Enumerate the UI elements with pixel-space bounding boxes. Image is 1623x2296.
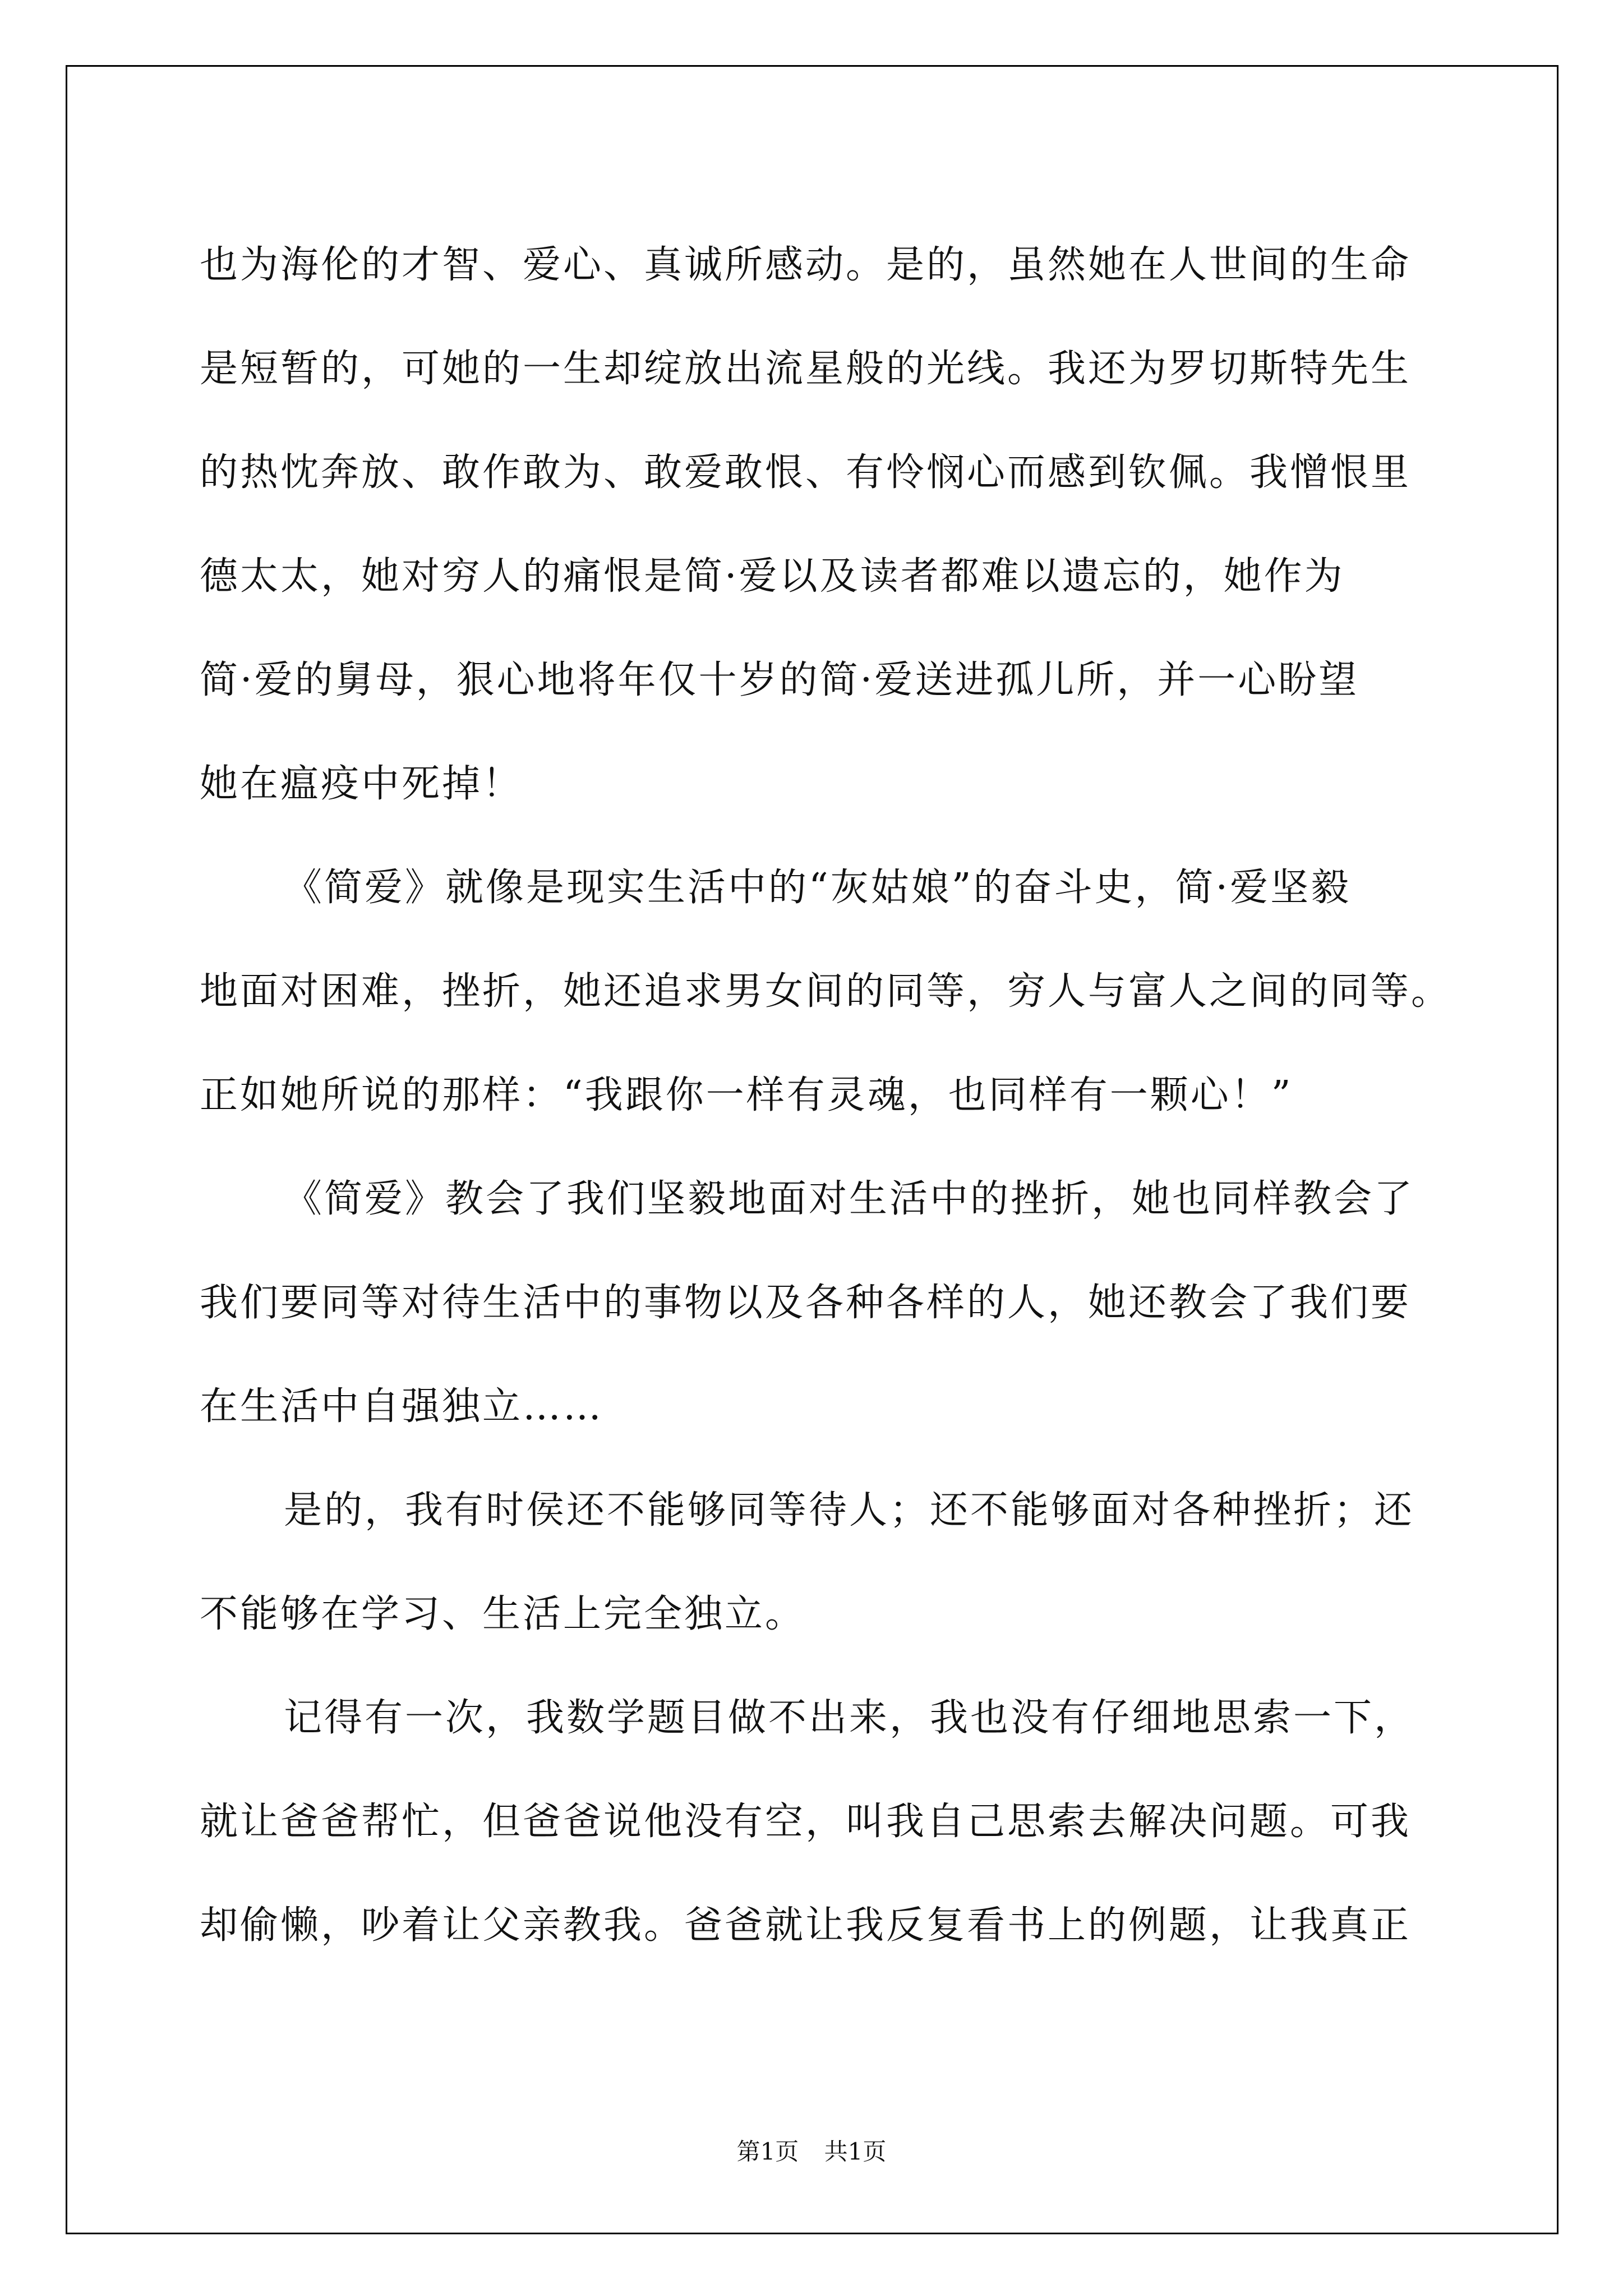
text-line: 简·爱的舅母，狠心地将年仅十岁的简·爱送进孤儿所，并一心盼望 [200, 658, 1359, 702]
document-body [200, 213, 1452, 1977]
text-line: 地面对困难，挫折，她还追求男女间的同等，穷人与富人之间的同等。 [200, 969, 1452, 1014]
text-line: 德太太，她对穷人的痛恨是简·爱以及读者都难以遗忘的，她作为 [200, 554, 1345, 599]
page-footer [0, 2135, 1623, 2169]
paragraph-first-line: 《简爱》教会了我们坚毅地面对生活中的挫折，她也同样教会了 [284, 1177, 1415, 1221]
paragraph-first-line: 是的，我有时侯还不能够同等待人；还不能够面对各种挫折；还 [284, 1488, 1415, 1533]
text-line: 我们要同等对待生活中的事物以及各种各样的人，她还教会了我们要 [200, 1281, 1412, 1325]
paragraph-first-line: 记得有一次，我数学题目做不出来，我也没有仔细地思索一下， [284, 1696, 1415, 1740]
text-line: 就让爸爸帮忙，但爸爸说他没有空，叫我自己思索去解决问题。可我 [200, 1800, 1412, 1844]
paragraph-first-line: 《简爱》就像是现实生活中的“灰姑娘”的奋斗史，简·爱坚毅 [284, 866, 1352, 910]
text-line: 正如她所说的那样：“我跟你一样有灵魂，也同样有一颗心！” [200, 1073, 1293, 1117]
text-line: 不能够在学习、生活上完全独立。 [200, 1592, 806, 1636]
page-total: 共1页 [824, 2138, 887, 2165]
text-line: 却偷懒，吵着让父亲教我。爸爸就让我反复看书上的例题，让我真正 [200, 1903, 1412, 1948]
text-line: 也为海伦的才智、爱心、真诚所感动。是的，虽然她在人世间的生命 [200, 243, 1412, 287]
text-line: 的热忱奔放、敢作敢为、敢爱敢恨、有怜悯心而感到钦佩。我憎恨里 [200, 450, 1412, 495]
text-line: 她在瘟疫中死掉！ [200, 762, 523, 806]
text-line: 在生活中自强独立…… [200, 1384, 604, 1429]
page-number: 第1页 [736, 2138, 799, 2165]
text-line: 是短暂的，可她的一生却绽放出流星般的光线。我还为罗切斯特先生 [200, 347, 1412, 391]
